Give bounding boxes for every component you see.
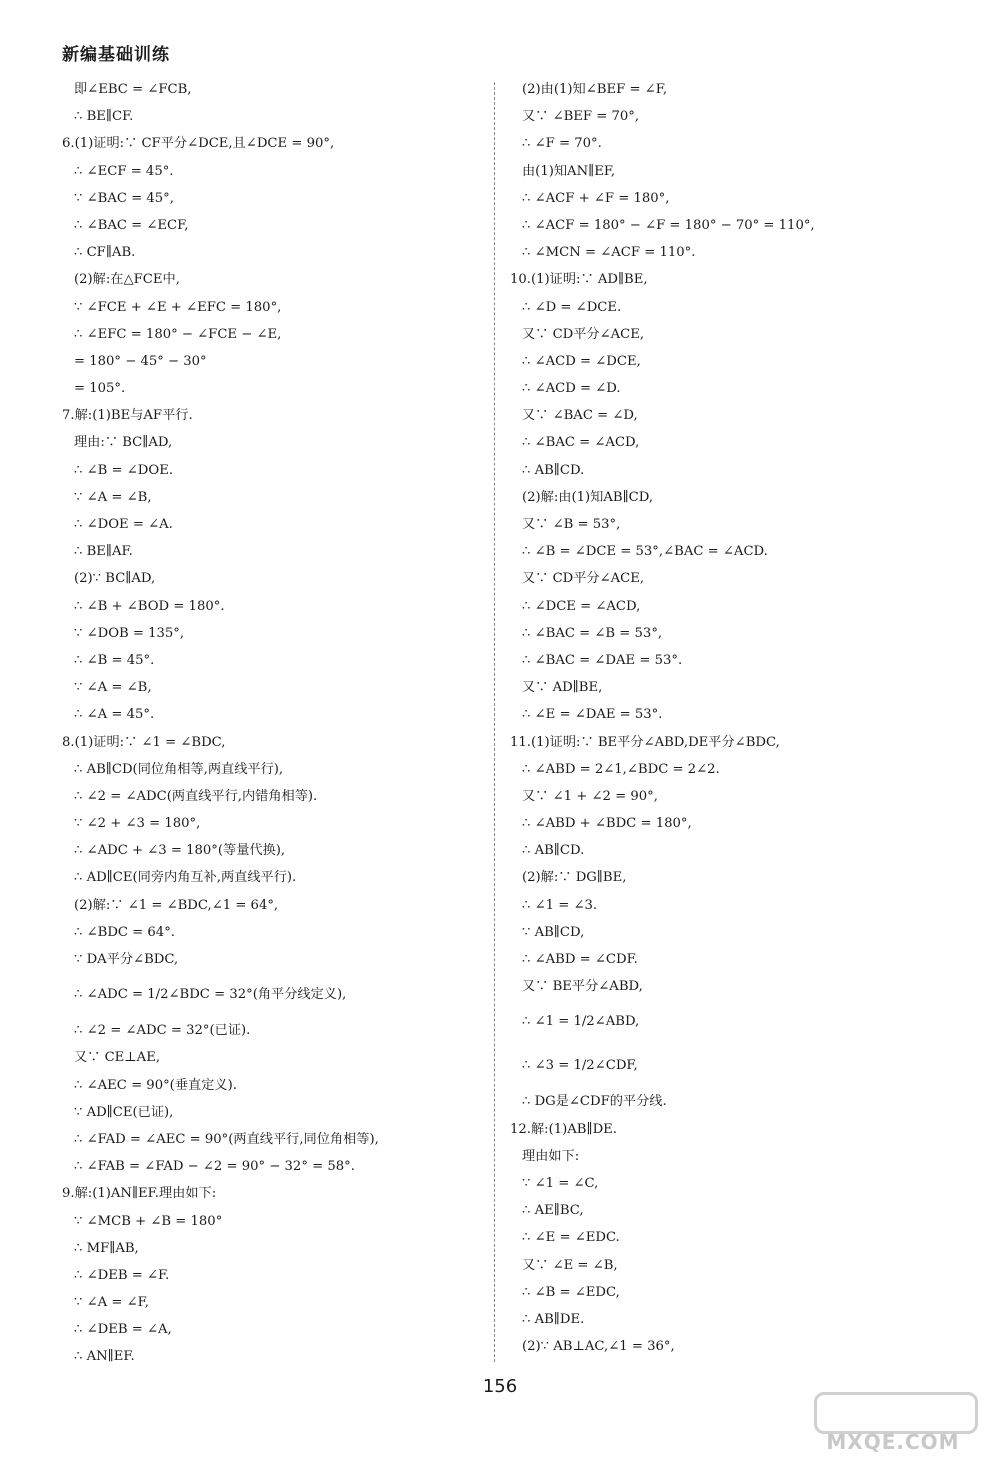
answer-line: 6.(1)证明:∵ CF平分∠DCE,且∠DCE = 90°, [62,136,335,152]
answer-line: ∴ ∠BDC = 64°. [74,924,175,940]
answer-line: ∴ AB∥CD. [522,843,585,859]
answer-line: 12.解:(1)AB∥DE. [510,1121,617,1137]
answer-line: (2)∵ AB⊥AC,∠1 = 36°, [522,1339,675,1355]
answer-line: ∵ ∠FCE + ∠E + ∠EFC = 180°, [74,299,282,315]
answer-line: ∴ ∠ACD = ∠DCE, [522,353,641,369]
answer-line: ∴ DG是∠CDF的平分线. [522,1094,667,1110]
answer-line: ∴ ∠2 = ∠ADC(两直线平行,内错角相等). [74,788,318,804]
answer-line: ∴ ∠BAC = ∠ACD, [522,435,640,451]
answer-line: ∴ ∠DEB = ∠F. [74,1267,170,1283]
answer-line: ∴ AE∥BC, [522,1203,584,1219]
answer-line: (2)∵ BC∥AD, [74,571,156,587]
answer-line: ∴ ∠DOE = ∠A. [74,517,173,532]
answer-line: (2)解:由(1)知AB∥CD, [522,489,654,505]
answer-line: ∴ ∠B = ∠EDC, [522,1284,620,1300]
answer-line: ∴ ∠B = ∠DCE = 53°,∠BAC = ∠ACD. [522,544,768,560]
answer-line: ∴ ∠ABD + ∠BDC = 180°, [522,816,692,832]
answer-line: 理由如下: [522,1148,580,1164]
answer-line: ∴ ∠ABD = ∠CDF. [522,952,638,967]
answer-line: ∵ AB∥CD, [522,924,585,940]
answer-line: ∴ ∠3 = 1/2∠CDF, [522,1058,638,1074]
answer-line: ∵ DA平分∠BDC, [74,952,179,967]
answer-line: ∴ ∠ACF + ∠F = 180°, [522,190,670,206]
answer-line: ∴ ∠D = ∠DCE. [522,299,622,315]
answer-line: ∴ CF∥AB. [74,245,136,261]
answer-line: ∴ ∠DEB = ∠A, [74,1322,172,1338]
answer-line: 又∵ ∠BAC = ∠D, [522,408,638,424]
answer-line: 又∵ AD∥BE, [522,680,603,696]
answer-line: 7.解:(1)BE与AF平行. [62,408,193,424]
answer-line: 又∵ CD平分∠ACE, [522,326,645,342]
watermark-logo [800,1392,986,1456]
answer-line: 又∵ CE⊥AE, [74,1050,161,1066]
answer-line: (2)解:∵ DG∥BE, [522,870,627,886]
answer-line: ∴ ∠FAB = ∠FAD − ∠2 = 90° − 32° = 58°. [74,1159,355,1175]
answer-line: ∵ ∠MCB + ∠B = 180° [74,1213,223,1229]
answer-line: 11.(1)证明:∵ BE平分∠ABD,DE平分∠BDC, [510,734,780,750]
answer-line: 10.(1)证明:∵ AD∥BE, [510,272,648,288]
answer-line: ∴ ∠ACD = ∠D. [522,381,621,397]
answer-line: ∵ ∠DOB = 135°, [74,625,185,641]
answer-line: ∴ AB∥CD. [522,462,585,478]
answer-line: ∴ ∠B = 45°. [74,652,155,668]
answer-line: ∴ ∠1 = 1/2∠ABD, [522,1014,640,1030]
answer-line: ∴ ∠MCN = ∠ACF = 110°. [522,245,696,261]
answer-line: ∴ AD∥CE(同旁内角互补,两直线平行). [74,870,297,886]
answer-line: ∴ ∠A = 45°. [74,707,155,723]
answer-line: 又∵ BE平分∠ABD, [522,979,643,995]
answer-line: ∴ ∠E = ∠DAE = 53°. [522,707,663,723]
answer-line: ∴ ∠B = ∠DOE. [74,462,174,478]
answer-line: ∴ ∠B + ∠BOD = 180°. [74,598,225,614]
answer-line: 又∵ ∠1 + ∠2 = 90°, [522,788,658,804]
answer-line: ∴ ∠2 = ∠ADC = 32°(已证). [74,1023,251,1039]
answer-line: ∵ ∠A = ∠B, [74,489,152,505]
answer-line: 又∵ CD平分∠ACE, [522,571,645,587]
answer-line: ∴ ∠1 = ∠3. [522,897,598,913]
answer-line: ∴ ∠ACF = 180° − ∠F = 180° − 70° = 110°, [522,217,815,233]
answer-line: 即∠EBC = ∠FCB, [74,82,192,97]
answer-line: 由(1)知AN∥EF, [522,163,616,179]
answer-line: ∵ ∠A = ∠B, [74,680,152,696]
answer-line: ∴ ∠EFC = 180° − ∠FCE − ∠E, [74,326,282,342]
book-title: 新编基础训练 [62,45,170,65]
answer-line: (2)由(1)知∠BEF = ∠F, [522,82,668,97]
answer-line: 又∵ ∠BEF = 70°, [522,109,640,125]
answer-line: ∴ ∠F = 70°. [522,136,602,152]
answer-line: ∵ ∠2 + ∠3 = 180°, [74,816,201,832]
answer-line: (2)解:∵ ∠1 = ∠BDC,∠1 = 64°, [74,897,279,913]
answer-line: ∵ ∠1 = ∠C, [522,1175,599,1191]
answer-line: 9.解:(1)AN∥EF.理由如下: [62,1186,217,1202]
answer-line: 8.(1)证明:∵ ∠1 = ∠BDC, [62,734,226,750]
answer-line: ∴ ∠ADC + ∠3 = 180°(等量代换), [74,843,286,859]
answer-line: ∵ ∠BAC = 45°, [74,190,174,206]
answer-line: ∴ ∠BAC = ∠DAE = 53°. [522,652,683,668]
right-column [510,76,950,1360]
answer-line: ∴ MF∥AB, [74,1240,139,1256]
page-number: 156 [482,1376,518,1397]
answer-line: ∵ ∠A = ∠F, [74,1295,149,1311]
answer-line: ∴ ∠FAD = ∠AEC = 90°(两直线平行,同位角相等), [74,1131,379,1147]
answer-line: = 105°. [74,381,126,397]
answer-line: ∴ ∠E = ∠EDC. [522,1230,620,1246]
answer-line: ∴ ∠BAC = ∠ECF, [74,217,189,233]
watermark-icon [814,1392,978,1434]
answer-line: ∴ ∠DCE = ∠ACD, [522,598,641,614]
answer-line: 又∵ ∠E = ∠B, [522,1257,618,1273]
left-column [62,76,482,1371]
answer-line: ∴ ∠ABD = 2∠1,∠BDC = 2∠2. [522,761,720,777]
answer-line: ∴ AN∥EF. [74,1349,135,1365]
answer-line: ∴ ∠BAC = ∠B = 53°, [522,625,663,641]
answer-line: 理由:∵ BC∥AD, [74,435,173,451]
answer-line: 又∵ ∠B = 53°, [522,517,621,532]
answer-line: ∴ BE∥AF. [74,544,133,560]
answer-line: ∴ ∠ECF = 45°. [74,163,174,179]
answer-line: = 180° − 45° − 30° [74,353,207,369]
column-divider [494,82,495,1362]
answer-line: ∴ ∠ADC = 1/2∠BDC = 32°(角平分线定义), [74,987,347,1003]
answer-line: (2)解:在△FCE中, [74,272,180,288]
answer-line: ∵ AD∥CE(已证), [74,1104,174,1120]
answer-line: ∴ ∠AEC = 90°(垂直定义). [74,1077,237,1093]
answer-line: ∴ BE∥CF. [74,109,134,125]
answer-line: ∴ AB∥CD(同位角相等,两直线平行), [74,761,284,777]
watermark-text: MXQE.COM [826,1430,960,1454]
answer-line: ∴ AB∥DE. [522,1311,585,1327]
